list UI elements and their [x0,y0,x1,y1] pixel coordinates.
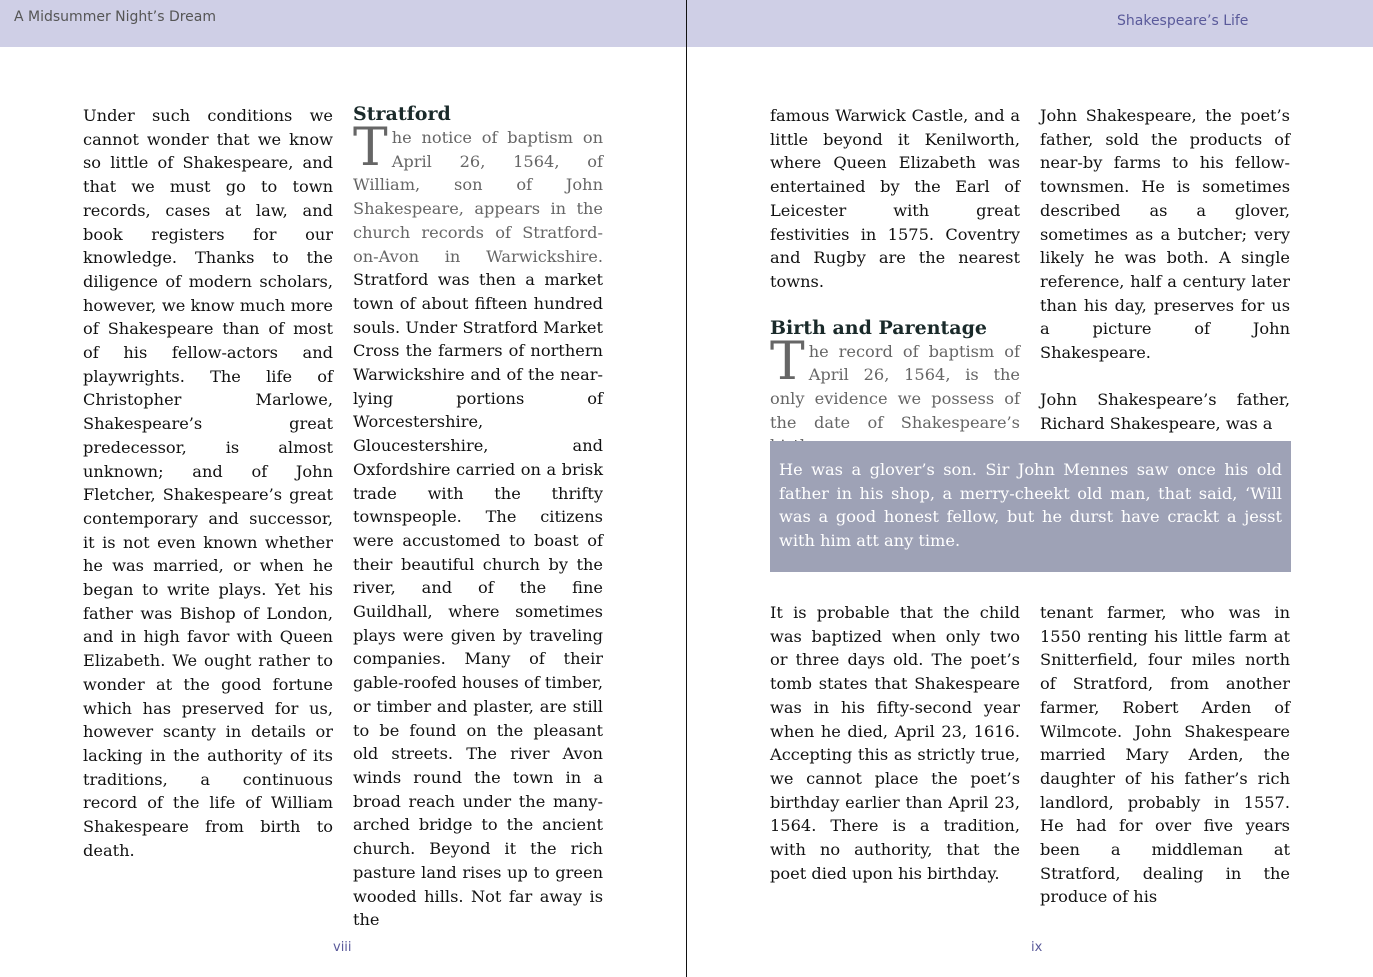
right-running-header [687,0,1373,47]
right-col1-top-paragraph: famous Warwick Castle, and a little beyond it Kenilworth, where Queen Elizabeth was entertained by the Earl of Leicester with great festivities in 1575. Coventry and Rugby are the nearest towns. [770,106,1020,291]
right-col1-bottom-paragraph: It is probable that the child was baptized when only two or three days old. The poet’s tomb states that Shakespeare was in his fifty-second year when he died, April 23, 1616. Accepting this as strictly true, we cannot place the poet’s birthday earlier than April 23, 1564. There is a tradition, with no authority, that the poet died upon his birthday. [770,603,1020,883]
section-heading-stratford: Stratford [353,103,451,125]
dropcap-letter: T [770,331,805,392]
birth-lead-text: he record of baptism of April 26, 1564, is the only evidence we possess of the date of Shakespeare’s [770,341,1020,432]
left-column-1 [83,104,333,863]
right-column-1-bottom [770,601,1020,885]
left-col1-paragraph: Under such conditions we cannot wonder that we know so little of Shakespeare, and that we must go to town records, cases at law, and book registers for our knowledge. Thanks to the diligence of modern scholars, however, we know much more of Shakespeare than of most of his fellow-actors and playwrights. The life of Christopher Marlowe, Shakespeare’s great predecessor, is almost unknown; and of John Fletcher, Shakespeare’s great contemporary and successor, it is not even known whether he was married, or when he began to write plays. Yet his father was Bishop of London, and in high favor with Queen Elizabeth. We ought rather to wonder at the good fortune which has preserved for us, however scanty in details or lacking in the authority of its traditions, a continuous record of the life of William Shakespeare from birth to death. [83,106,333,860]
section-heading-birth: Birth and Parentage [770,316,987,339]
dropcap-letter: T [353,118,388,178]
left-running-header [0,0,686,47]
left-running-title: A Midsummer Night’s Dream [14,9,217,25]
right-column-1-top [770,104,1020,458]
left-column-2 [353,102,603,932]
right-page [687,0,1373,977]
stratford-paragraph [353,118,603,932]
stratford-lead-text: he notice of baptism on April 26, 1564, of William, son of John Shakespeare, appears in the church records of Stratford-on-Avon in Warwickshire. [353,128,603,266]
right-column-2-bottom [1040,601,1290,909]
left-page [0,0,686,977]
stratford-body-text: Stratford was then a market town of about fifteen hundred souls. Under Stratford Market Cross the farmers of northern Warwickshire and of the near-lying portions of Worcestershire, Gloucestershire, and Oxfordshire carried on a brisk trade with the thrifty townspeople. The citizens were accustomed to boast of their beautiful church by the river, and of the fine Guildhall, where sometimes plays were given by traveling companies. Many of their gable-roofed houses of timber, or timber and plaster, are still to be found on the pleasant old streets. The river Avon winds round the town in a broad reach under the many-arched bridge to the ancient church. Beyond it the rich pasture land rises up to green wooded hills. Not far away is the [353,270,603,930]
right-running-title: Shakespeare’s Life [1117,13,1249,29]
right-col2-top-paragraph-2: John Shakespeare’s father, Richard Shakespeare, was a [1040,390,1290,434]
right-col2-top-paragraph-1: John Shakespeare, the poet’s father, sold the products of near-by farms to his fellow-townsmen. He is sometimes described as a glover, sometimes as a butcher; very likely he was both. A single reference, half a century later than his day, preserves for us a picture of John Shakespeare. [1040,106,1290,363]
left-folio: viii [333,940,352,955]
right-folio: ix [1031,940,1043,955]
right-column-2-top [1040,104,1290,436]
pull-quote: He was a glover’s son. Sir John Mennes saw once his old father in his shop, a merry-cheekt old man, that said, ‘Will was a good honest fellow, but he durst have crackt a jesst with him att any time. [770,441,1291,572]
right-col2-bottom-paragraph: tenant farmer, who was in 1550 renting his little farm at Snitterfield, four miles north of Stratford, from another farmer, Robert Arden of Wilmcote. John Shakespeare married Mary Arden, the daughter of his father’s rich landlord, probably in 1557. He had for over five years been a middleman at Stratford, dealing in the produce of his [1040,603,1290,907]
